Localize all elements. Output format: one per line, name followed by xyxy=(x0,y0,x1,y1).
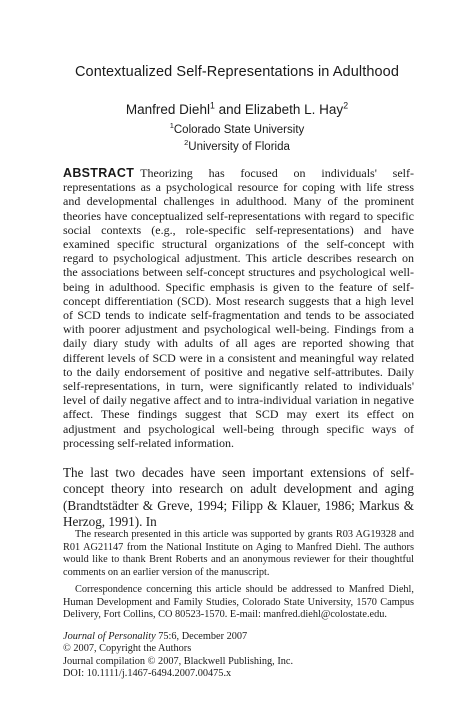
article-title: Contextualized Self-Representations in Adulthood xyxy=(74,64,399,80)
abstract-text: Theorizing has focused on individuals' self-representations as a psychological resource for coping with life stress and developmental challenges in adulthood. Many of the prominent theories have conceptualized self-representations with regard to specific social contexts (e.g., role-specific self-representations) and have examined specific structural organizations of the self-concept with regard to psychological adjustment. This article describes research on the associations between self-concept structures and psychological well-being in adulthood. Specific emphasis is given to the feature of self-concept differentiation (SCD). Most research suggests that a high level of SCD tends to indicate self-fragmentation and tends to be associated with poorer adjustment and psychological well-being. Findings from a daily diary study with adults of all ages are reported showing that different levels of SCD were in a consistent and meaningful way related to the daily endorsement of positive and negative self-attributes. Daily self-representations, in turn, were significantly related to individuals' level of daily negative affect and to intra-individual variation in negative affect. These findings suggest that SCD may exert its effect on adjustment and psychological well-being through specific ways of processing self-related information. xyxy=(63,166,414,450)
author-name: Elizabeth L. Hay xyxy=(244,102,344,117)
author-name: Manfred Diehl xyxy=(125,102,210,117)
journal-info xyxy=(63,631,414,680)
footnote-correspondence: Correspondence concerning this article should be addressed to Manfred Diehl, Human Development and Family Studies, Colorado State University, 1570 Campus Delivery, Fort Collins, CO 80523-1570. E-mail: manfred.diehl@colostate.edu. xyxy=(63,584,414,621)
affiliation-mark: 1 xyxy=(169,121,174,131)
footnote-funding: The research presented in this article was supported by grants R03 AG19328 and R01 AG21147 from the National Institute on Aging to Manfred Diehl. The authors would like to thank Brent Roberts and an anonymous reviewer for their thoughtful comments on an earlier version of the manuscript. xyxy=(63,529,414,578)
affiliation-name: University of Florida xyxy=(188,141,290,153)
journal-issue: 75:6, December 2007 xyxy=(155,631,248,642)
affiliation xyxy=(0,123,474,137)
doi-line: DOI: 10.1111/j.1467-6494.2007.00475.x xyxy=(63,667,232,679)
abstract xyxy=(63,166,414,450)
author-conjunction: and xyxy=(214,102,245,117)
copyright-line: © 2007, Copyright the Authors xyxy=(63,643,192,655)
affiliation-mark: 2 xyxy=(343,100,349,111)
affiliation xyxy=(0,140,474,154)
affiliation-mark: 2 xyxy=(184,138,189,148)
affiliation-mark: 1 xyxy=(209,100,215,111)
author-line xyxy=(0,101,474,118)
affiliation-name: Colorado State University xyxy=(173,124,305,136)
journal-name: Journal of Personality xyxy=(63,631,156,642)
abstract-label: ABSTRACT xyxy=(63,166,135,180)
journal-citation xyxy=(63,631,414,643)
intro-paragraph: The last two decades have seen important extensions of self-concept theory into research on adult development and aging (Brandtstädter & Greve, 1994; Filipp & Klauer, 1986; Markus & Herzog, 1991). In xyxy=(63,465,414,530)
compilation-line: Journal compilation © 2007, Blackwell Publishing, Inc. xyxy=(63,655,294,667)
